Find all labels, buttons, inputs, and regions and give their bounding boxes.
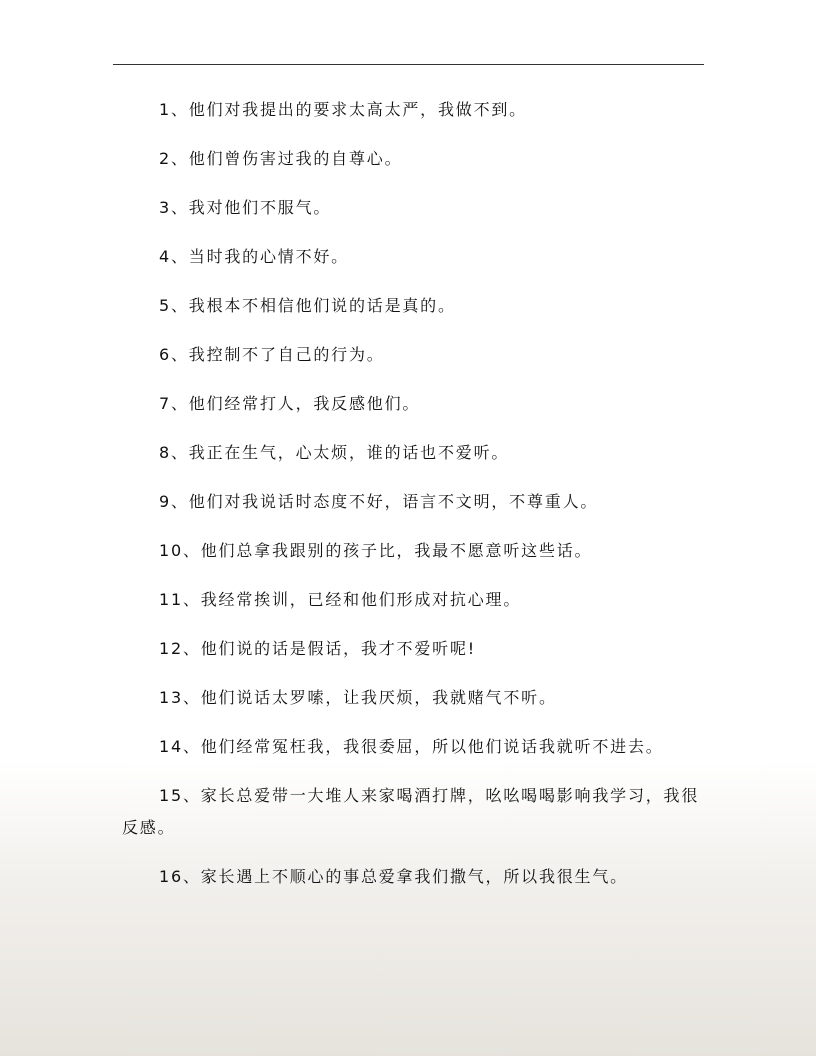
list-item: 11、我经常挨训，已经和他们形成对抗心理。 — [159, 590, 522, 609]
list-item: 16、家长遇上不顺心的事总爱拿我们撒气，所以我很生气。 — [159, 867, 628, 886]
list-item: 15、家长总爱带一大堆人来家喝酒打牌，吆吆喝喝影响我学习，我很反感。 — [122, 786, 700, 837]
reason-list — [122, 94, 700, 910]
list-item: 12、他们说的话是假话，我才不爱听呢! — [159, 639, 476, 658]
list-item: 13、他们说话太罗嗦，让我厌烦，我就赌气不听。 — [159, 688, 557, 707]
list-item: 10、他们总拿我跟别的孩子比，我最不愿意听这些话。 — [159, 541, 593, 560]
list-item: 14、他们经常冤枉我，我很委屈，所以他们说话我就听不进去。 — [159, 737, 664, 756]
list-item: 5、我根本不相信他们说的话是真的。 — [159, 296, 456, 315]
list-item: 4、当时我的心情不好。 — [159, 247, 349, 266]
list-item: 3、我对他们不服气。 — [159, 198, 332, 217]
list-item: 9、他们对我说话时态度不好，语言不文明，不尊重人。 — [159, 492, 599, 511]
list-item: 2、他们曾伤害过我的自尊心。 — [159, 149, 403, 168]
list-item: 8、我正在生气，心太烦，谁的话也不爱听。 — [159, 443, 510, 462]
list-item: 6、我控制不了自己的行为。 — [159, 345, 385, 364]
list-item: 7、他们经常打人，我反感他们。 — [159, 394, 421, 413]
list-item: 1、他们对我提出的要求太高太严，我做不到。 — [159, 100, 527, 119]
header-rule — [113, 64, 704, 65]
